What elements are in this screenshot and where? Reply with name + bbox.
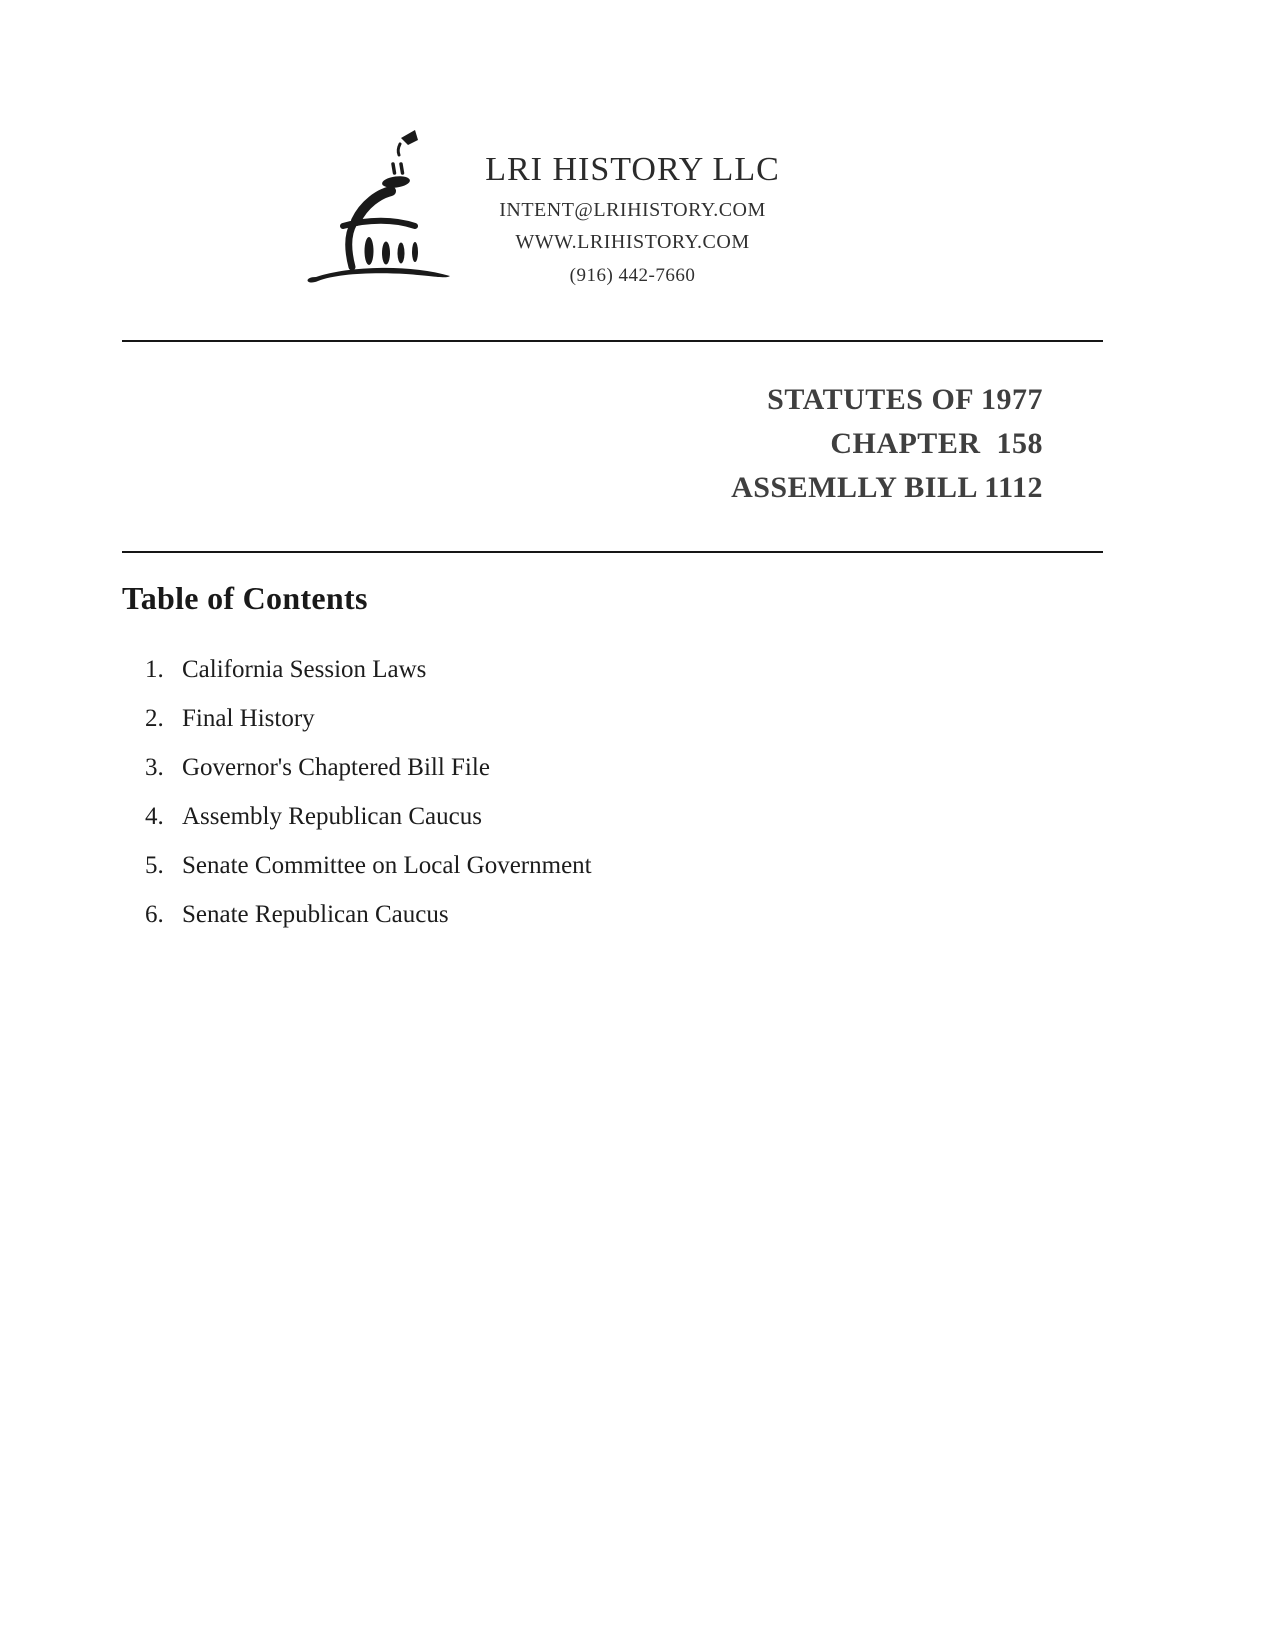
company-phone: (916) 442-7660	[569, 265, 696, 286]
toc-item	[145, 841, 592, 890]
toc-list	[145, 645, 592, 939]
toc-item-label: Assembly Republican Caucus	[182, 803, 482, 830]
toc-item-label: Senate Committee on Local Government	[182, 852, 592, 879]
toc-item	[145, 743, 592, 792]
chapter-line: CHAPTER 158	[830, 427, 1043, 460]
toc-item-label: Governor's Chaptered Bill File	[182, 754, 490, 781]
horizontal-rule-top	[122, 340, 1103, 342]
toc-item	[145, 890, 592, 939]
toc-item-label: Senate Republican Caucus	[182, 901, 449, 928]
company-name: LRI HISTORY LLC	[485, 151, 780, 188]
toc-item	[145, 792, 592, 841]
horizontal-rule-bottom	[122, 551, 1103, 553]
toc-item	[145, 694, 592, 743]
letterhead	[455, 150, 810, 287]
bill-line: ASSEMLLY BILL 1112	[731, 471, 1043, 504]
company-email: INTENT@LRIHISTORY.COM	[499, 199, 766, 221]
statutes-line: STATUTES OF 1977	[767, 383, 1043, 416]
toc-item-number: 1.	[145, 656, 164, 683]
document-info-block	[731, 378, 1043, 510]
toc-item-number: 4.	[145, 803, 164, 830]
toc-item	[145, 645, 592, 694]
company-website: WWW.LRIHISTORY.COM	[515, 231, 750, 253]
toc-item-label: California Session Laws	[182, 656, 427, 683]
capitol-dome-logo	[296, 124, 462, 292]
toc-item-number: 2.	[145, 705, 164, 732]
toc-title: Table of Contents	[122, 580, 368, 616]
toc-item-number: 5.	[145, 852, 164, 879]
toc-item-number: 3.	[145, 754, 164, 781]
toc-item-label: Final History	[182, 705, 315, 732]
toc-item-number: 6.	[145, 901, 164, 928]
